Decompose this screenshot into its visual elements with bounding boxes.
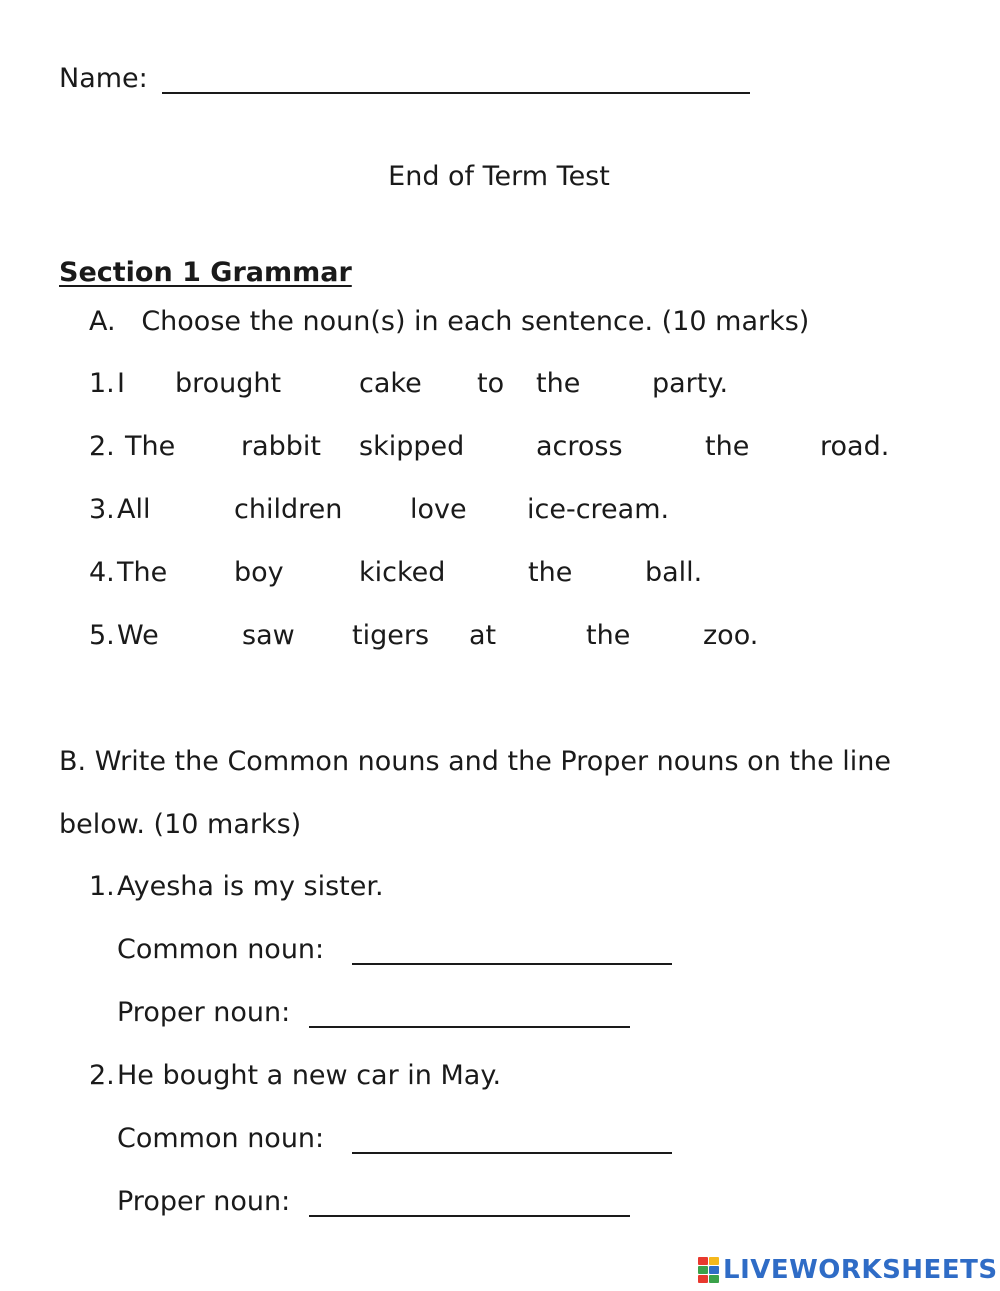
word-option[interactable]: at [469,620,497,651]
word-option[interactable]: tigers [352,620,430,651]
word-option[interactable]: to [477,368,505,399]
sentence-number: 5. [89,620,115,651]
sentence-number: 4. [89,557,115,588]
name-label: Name: [59,63,148,94]
name-input-line[interactable] [162,68,750,94]
word-option[interactable]: road. [820,431,890,462]
logo-block [698,1275,708,1283]
word-option[interactable]: boy [234,557,284,588]
sentence-number: 2. [89,431,115,462]
word-option[interactable]: children [234,494,343,525]
proper-noun-label: Proper noun: [117,1186,291,1217]
word-option[interactable]: I [117,368,125,399]
logo-text: LIVEWORKSHEETS [723,1255,998,1285]
word-option[interactable]: across [536,431,623,462]
logo-block [709,1266,719,1274]
word-option[interactable]: The [117,557,168,588]
liveworksheets-logo [698,1255,998,1285]
common-noun-label: Common noun: [117,1123,325,1154]
word-option[interactable]: saw [242,620,295,651]
logo-block [698,1266,708,1274]
page-title: End of Term Test [388,161,610,192]
word-option[interactable]: cake [359,368,422,399]
word-option[interactable]: love [410,494,467,525]
word-option[interactable]: ball. [645,557,703,588]
word-option[interactable]: the [705,431,750,462]
logo-blocks-icon [698,1257,720,1283]
word-option[interactable]: The [125,431,176,462]
proper-noun-input[interactable] [309,1191,630,1217]
word-option[interactable]: skipped [359,431,465,462]
proper-noun-input[interactable] [309,1002,630,1028]
common-noun-input[interactable] [352,939,672,965]
common-noun-input[interactable] [352,1128,672,1154]
common-noun-label: Common noun: [117,934,325,965]
word-option[interactable]: kicked [359,557,446,588]
part-a-instruction: A. Choose the noun(s) in each sentence. (10 marks) [89,306,810,337]
word-option[interactable]: All [117,494,151,525]
word-option[interactable]: zoo. [703,620,759,651]
word-option[interactable]: the [586,620,631,651]
sentence-number: 1. [89,368,115,399]
word-option[interactable]: party. [652,368,729,399]
part-b-instruction-line1: B. Write the Common nouns and the Proper nouns on the line [59,746,892,777]
logo-block [709,1257,719,1265]
word-option[interactable]: rabbit [241,431,322,462]
question-number: 1. [89,871,115,902]
word-option[interactable]: ice-cream. [527,494,670,525]
question-sentence: He bought a new car in May. [117,1060,502,1091]
proper-noun-label: Proper noun: [117,997,291,1028]
word-option[interactable]: brought [175,368,282,399]
word-option[interactable]: We [117,620,159,651]
logo-block [698,1257,708,1265]
sentence-number: 3. [89,494,115,525]
part-b-instruction-line2: below. (10 marks) [59,809,302,840]
word-option[interactable]: the [528,557,573,588]
word-option[interactable]: the [536,368,581,399]
section-heading: Section 1 Grammar [59,257,352,288]
name-row [59,62,148,96]
question-sentence: Ayesha is my sister. [117,871,384,902]
question-number: 2. [89,1060,115,1091]
logo-block [709,1275,719,1283]
